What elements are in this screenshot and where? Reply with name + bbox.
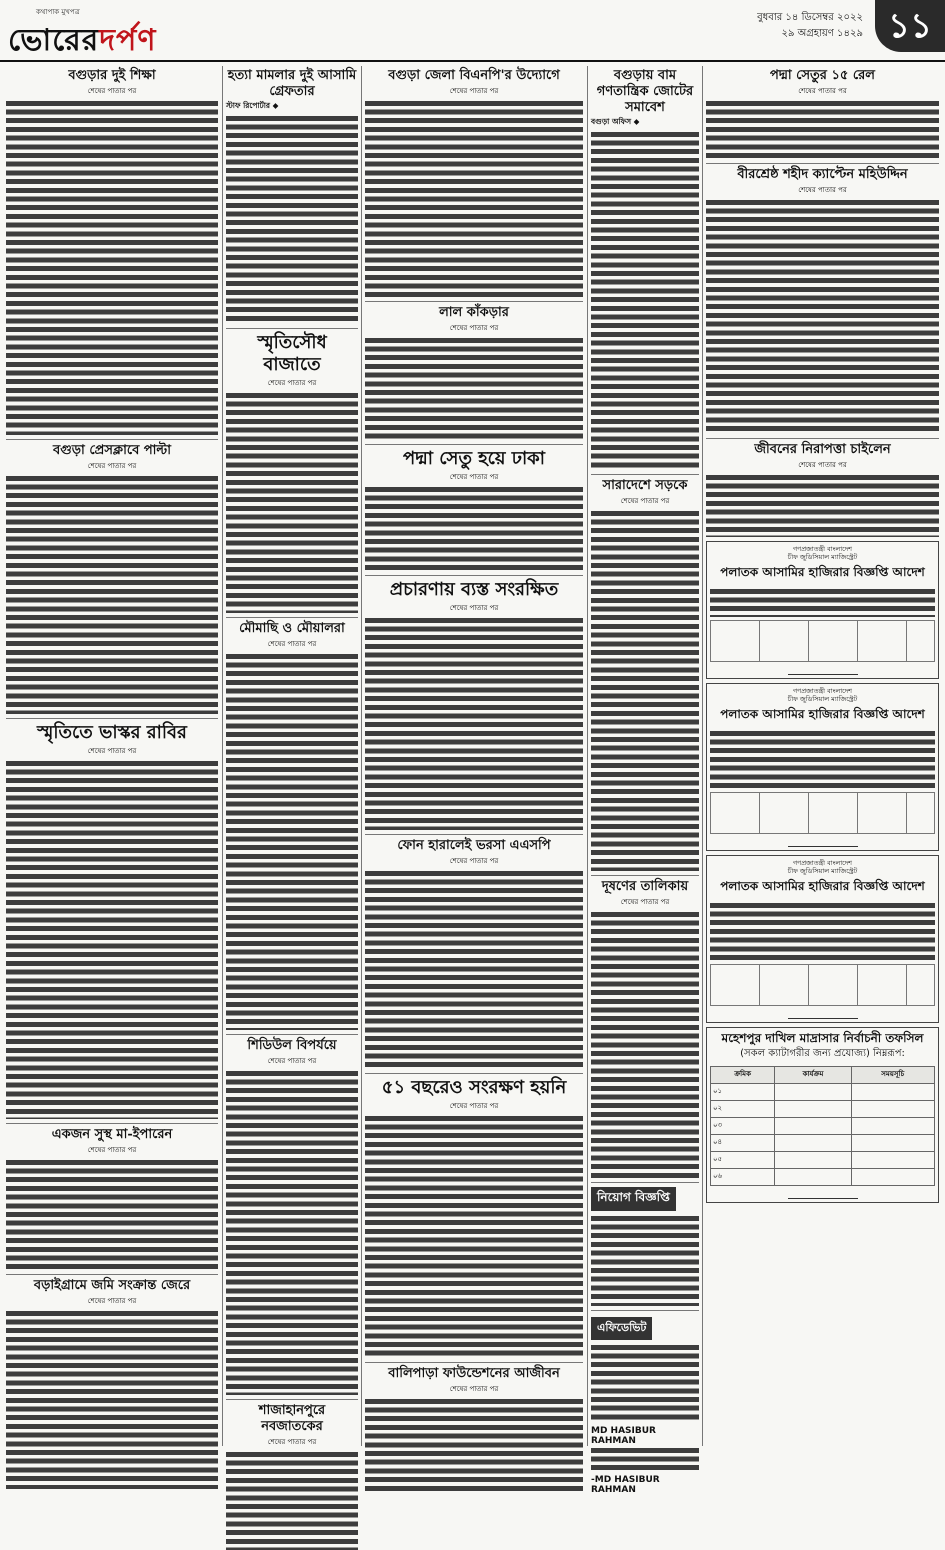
table-row [711, 1169, 935, 1186]
court-notice-2 [706, 683, 939, 851]
notice-body [710, 729, 935, 789]
table-cell [775, 1101, 851, 1118]
column-header: সময়সূচি [851, 1067, 934, 1084]
article-newborn [226, 1403, 358, 1550]
byline: স্টাফ রিপোর্টার ◆ [226, 101, 279, 110]
continuation-note: শেষের পাতার পর [267, 1057, 317, 1065]
continuation-note: শেষের পাতার পর [449, 1102, 499, 1110]
article-body [226, 1069, 358, 1395]
continuation-note: শেষের পাতার পর [449, 473, 499, 481]
table-cell [775, 1118, 851, 1135]
notice-title: পলাতক আসামির হাজিরার বিজ্ঞপ্তি আদেশ [720, 707, 925, 721]
table-row [711, 1118, 935, 1135]
article-road [591, 478, 699, 871]
notice-header: গণপ্রজাতন্ত্রী বাংলাদেশ [793, 545, 852, 553]
article-left-alliance [591, 68, 699, 470]
divider [365, 1362, 583, 1363]
issue-date [757, 10, 863, 42]
continuation-note: শেষের পাতার পর [798, 186, 847, 194]
divider [591, 474, 699, 475]
article-body [706, 99, 939, 159]
divider [6, 1123, 218, 1124]
column-4 [591, 66, 699, 1495]
article-pollution [591, 879, 699, 1178]
article-land [6, 1278, 218, 1489]
ad-body [591, 1446, 699, 1472]
logo-tagline: কথাপাক মুখপত্র [36, 8, 80, 16]
article-body [226, 114, 358, 324]
ad-body [591, 1343, 699, 1423]
headline: পদ্মা সেতু হয়ে ঢাকা [403, 448, 545, 469]
headline: দূষণের তালিকায় [601, 879, 689, 894]
affidavit-name: MD HASIBUR RAHMAN [591, 1426, 656, 1446]
table-cell [851, 1135, 934, 1152]
notice-header: গণপ্রজাতন্ত্রী বাংলাদেশ [793, 687, 852, 695]
notice-table [710, 620, 935, 662]
article-body [706, 473, 939, 537]
continuation-note: শেষের পাতার পর [87, 462, 137, 470]
divider [365, 834, 583, 835]
continuation-note: শেষের পাতার পর [449, 87, 499, 95]
table-row [711, 1084, 935, 1101]
article-mother [6, 1127, 218, 1270]
logo-name-part1: ভোরের [8, 23, 100, 58]
divider [365, 575, 583, 576]
signature [788, 664, 858, 675]
article-body [6, 1158, 218, 1270]
court-notice-3 [706, 855, 939, 1023]
table-cell [775, 1152, 851, 1169]
divider [365, 301, 583, 302]
notice-subheader: চীফ জুডিসিয়াল ম্যাজিস্ট্রেট [787, 867, 858, 875]
continuation-note: শেষের পাতার পর [267, 1438, 317, 1446]
article-captain-mohiuddin [706, 167, 939, 434]
byline: বগুড়া অফিস ◆ [591, 117, 640, 126]
divider [226, 1399, 358, 1400]
headline: একজন সুস্থ মা-ইপারেন [51, 1127, 173, 1142]
continuation-note: শেষের পাতার পর [267, 379, 317, 387]
column-5 [706, 66, 939, 1446]
table-cell [851, 1084, 934, 1101]
logo-name-part2: দর্পণ [99, 23, 157, 58]
continuation-note: শেষের পাতার পর [87, 1146, 137, 1154]
article-body [706, 198, 939, 434]
article-body [226, 1450, 358, 1550]
notice-subheader: চীফ জুডিসিয়াল ম্যাজিস্ট্রেট [787, 695, 858, 703]
notice-subtitle: (সকল ক্যাটাগরীর জন্য প্রযোজ্য) নিম্নরূপ: [740, 1048, 905, 1059]
headline: জীবনের নিরাপত্তা চাইলেন [754, 442, 891, 457]
divider [6, 1274, 218, 1275]
article-red-crab [365, 305, 583, 440]
headline: প্রচারণায় ব্যস্ত সংরক্ষিত [389, 579, 559, 600]
table-cell [851, 1169, 934, 1186]
article-body [226, 391, 358, 613]
article-body [591, 910, 699, 1178]
continuation-note: শেষের পাতার পর [449, 1385, 499, 1393]
headline: হত্যা মামলার দুই আসামি গ্রেফতার [227, 68, 357, 99]
article-schedule [226, 1038, 358, 1395]
article-body [6, 474, 218, 714]
divider [706, 438, 939, 439]
signature [788, 836, 858, 847]
article-memorial [226, 332, 358, 613]
column-1 [6, 66, 218, 1446]
headline: বগুড়ায় বাম গণতান্ত্রিক জোটের সমাবেশ [596, 68, 694, 115]
article-body [6, 759, 218, 1119]
article-body [365, 99, 583, 297]
table-cell [851, 1118, 934, 1135]
notice-title: মহেশপুর দাখিল মাদ্রাসার নির্বাচনী তফসিল [721, 1031, 924, 1045]
table-cell [851, 1101, 934, 1118]
signature [788, 1008, 858, 1019]
article-padma-rail [706, 68, 939, 159]
article-body [226, 652, 358, 1030]
article-body [365, 616, 583, 830]
divider [226, 617, 358, 618]
masthead-rule [0, 60, 945, 62]
continuation-note: শেষের পাতার পর [449, 857, 499, 865]
divider [365, 1073, 583, 1074]
headline: ৫১ বছরেও সংরক্ষণ হয়নি [381, 1077, 567, 1098]
article-body [591, 509, 699, 871]
article-phone [365, 838, 583, 1069]
table-cell [775, 1084, 851, 1101]
continuation-note: শেষের পাতার পর [620, 898, 670, 906]
issue-date-line2: ২৯ অগ্রহায়ণ ১৪২৯ [781, 28, 863, 39]
notice-body [710, 901, 935, 961]
continuation-note: শেষের পাতার পর [87, 87, 137, 95]
serial-cell: ০৩ [711, 1118, 775, 1135]
headline: শাজাহানপুরে নবজাতকের [258, 1403, 326, 1434]
divider [226, 1034, 358, 1035]
divider [365, 444, 583, 445]
headline: শিডিউল বিপর্যয়ে [247, 1038, 337, 1053]
table-row [711, 1101, 935, 1118]
continuation-note: শেষের পাতার পর [620, 497, 670, 505]
table-row [711, 1152, 935, 1169]
column-header: ক্রমিক [711, 1067, 775, 1084]
column-rule [222, 66, 223, 1446]
notice-title: পলাতক আসামির হাজিরার বিজ্ঞপ্তি আদেশ [720, 565, 925, 579]
headline: স্মৃতিসৌধ বাজাতে [257, 332, 327, 375]
masthead [0, 0, 945, 60]
article-life-security [706, 442, 939, 537]
madrasa-election-notice [706, 1027, 939, 1203]
notice-subheader: চীফ জুডিসিয়াল ম্যাজিস্ট্রেট [787, 553, 858, 561]
article-padma [365, 448, 583, 571]
headline: বগুড়া জেলা বিএনপি'র উদ্যোগে [388, 68, 560, 83]
article-body [365, 869, 583, 1069]
table-header-row [711, 1067, 935, 1084]
notice-table [710, 964, 935, 1006]
continuation-note: শেষের পাতার পর [267, 640, 317, 648]
divider [591, 1182, 699, 1183]
continuation-note: শেষের পাতার পর [798, 87, 847, 95]
article-body [365, 336, 583, 440]
column-2 [226, 66, 358, 1446]
article-rabi [6, 722, 218, 1119]
divider [591, 1310, 699, 1311]
continuation-note: শেষের পাতার পর [87, 1297, 137, 1305]
headline: বগুড়ার দুই শিক্ষা [68, 68, 156, 83]
recruitment-label: নিয়োগ বিজ্ঞপ্তি [591, 1187, 676, 1211]
article-murder-arrest [226, 68, 358, 324]
article-body [6, 1309, 218, 1489]
article-pressclub [6, 443, 218, 714]
ad-body [591, 1214, 699, 1306]
court-notice-1 [706, 541, 939, 679]
serial-cell: ০৬ [711, 1169, 775, 1186]
column-3 [365, 66, 583, 1446]
table-row [711, 1135, 935, 1152]
headline: লাল কাঁকড়ার [439, 305, 509, 320]
article-education [6, 68, 218, 435]
article-body [365, 1397, 583, 1493]
issue-date-line1: বুধবার ১৪ ডিসেম্বর ২০২২ [757, 12, 863, 23]
headline: বালিপাড়া ফাউন্ডেশনের আজীবন [388, 1366, 560, 1381]
continuation-note: শেষের পাতার পর [87, 747, 137, 755]
table-cell [775, 1169, 851, 1186]
headline: স্মৃতিতে ভাস্কর রাবির [37, 722, 187, 743]
article-campaign [365, 579, 583, 830]
table-cell [851, 1152, 934, 1169]
headline: ফোন হারালেই ভরসা এএসপি [397, 838, 551, 853]
continuation-note: শেষের পাতার পর [449, 604, 499, 612]
divider [6, 439, 218, 440]
ad-recruitment [591, 1186, 699, 1306]
headline: সারাদেশে সড়কে [602, 478, 688, 493]
notice-title: পলাতক আসামির হাজিরার বিজ্ঞপ্তি আদেশ [720, 879, 925, 893]
serial-cell: ০১ [711, 1084, 775, 1101]
divider [6, 718, 218, 719]
column-rule [587, 66, 588, 1446]
article-foundation [365, 1366, 583, 1493]
notice-body [710, 587, 935, 617]
notice-table [710, 792, 935, 834]
headline: বগুড়া প্রেসক্লাবে পাল্টা [53, 443, 171, 458]
page-number: ১১ [875, 0, 945, 52]
article-body [365, 485, 583, 571]
continuation-note: শেষের পাতার পর [798, 461, 847, 469]
article-bees [226, 621, 358, 1030]
ad-affidavit [591, 1314, 699, 1495]
table-cell [775, 1135, 851, 1152]
newspaper-logo [6, 6, 206, 58]
headline: বড়াইগ্রামে জমি সংক্রান্ত জেরে [33, 1278, 191, 1293]
article-bnp [365, 68, 583, 297]
article-51-years [365, 1077, 583, 1358]
affidavit-label: এফিডেভিট [591, 1317, 652, 1340]
signature [788, 1188, 858, 1199]
serial-cell: ০৫ [711, 1152, 775, 1169]
serial-cell: ০৪ [711, 1135, 775, 1152]
affidavit-signature-name: -MD HASIBUR RAHMAN [591, 1475, 660, 1495]
headline: পদ্মা সেতুর ১৫ রেল [770, 68, 875, 83]
serial-cell: ০২ [711, 1101, 775, 1118]
article-body [591, 130, 699, 470]
divider [706, 163, 939, 164]
continuation-note: শেষের পাতার পর [449, 324, 499, 332]
notice-header: গণপ্রজাতন্ত্রী বাংলাদেশ [793, 859, 852, 867]
headline: বীরশ্রেষ্ঠ শহীদ ক্যাপ্টেন মহিউদ্দিন [737, 167, 908, 182]
divider [226, 328, 358, 329]
schedule-table [710, 1066, 935, 1186]
article-body [6, 99, 218, 435]
column-header: কার্যক্রম [775, 1067, 851, 1084]
column-rule [702, 66, 703, 1446]
column-rule [361, 66, 362, 1446]
article-body [365, 1114, 583, 1358]
headline: মৌমাছি ও মৌয়ালরা [239, 621, 345, 636]
divider [591, 875, 699, 876]
